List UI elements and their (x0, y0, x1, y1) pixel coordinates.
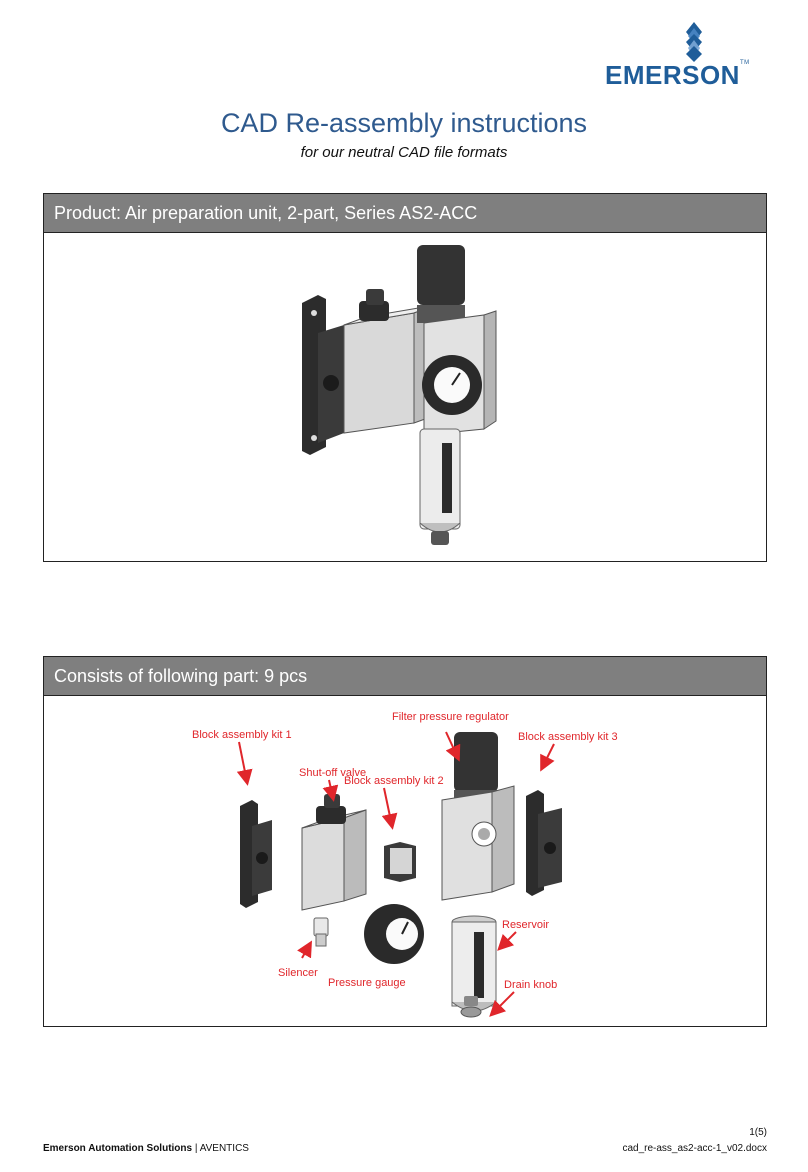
pressure-gauge-part (364, 904, 424, 964)
label-block-kit-1: Block assembly kit 1 (192, 729, 292, 741)
label-shutoff-valve: Shut-off valve (299, 767, 367, 779)
assembled-unit-illustration (44, 233, 766, 561)
label-drain-knob: Drain knob (504, 979, 558, 991)
product-section (43, 193, 767, 562)
footer-filename: cad_re-ass_as2-acc-1_v02.docx (622, 1143, 767, 1154)
filter-regulator-part (442, 732, 514, 900)
shutoff-valve-part (302, 794, 366, 910)
page-subtitle: for our neutral CAD file formats (300, 144, 508, 161)
exploded-view-illustration (44, 696, 766, 1026)
footer-company: Emerson Automation Solutions | AVENTICS (43, 1143, 249, 1154)
label-pressure-gauge: Pressure gauge (328, 977, 406, 989)
label-reservoir: Reservoir (502, 919, 550, 931)
page-number: 1(5) (749, 1127, 767, 1138)
parts-section (43, 656, 767, 1027)
page-title: CAD Re-assembly instructions (220, 108, 588, 138)
parts-image-area (44, 696, 766, 1031)
emerson-wordmark: EMERSON™ (605, 60, 750, 90)
label-block-kit-3: Block assembly kit 3 (518, 731, 618, 743)
label-block-kit-2: Block assembly kit 2 (344, 775, 444, 787)
product-image-area (44, 233, 766, 566)
label-silencer: Silencer (278, 967, 318, 979)
block-kit-1-part (240, 800, 272, 908)
product-heading: Product: Air preparation unit, 2-part, Series AS2-ACC (44, 194, 766, 233)
label-filter-regulator: Filter pressure regulator (392, 711, 509, 723)
block-kit-3-part (526, 790, 562, 896)
emerson-logo-mark (686, 22, 702, 62)
silencer-part (314, 918, 328, 946)
parts-heading: Consists of following part: 9 pcs (44, 657, 766, 696)
block-kit-2-part (384, 842, 416, 882)
